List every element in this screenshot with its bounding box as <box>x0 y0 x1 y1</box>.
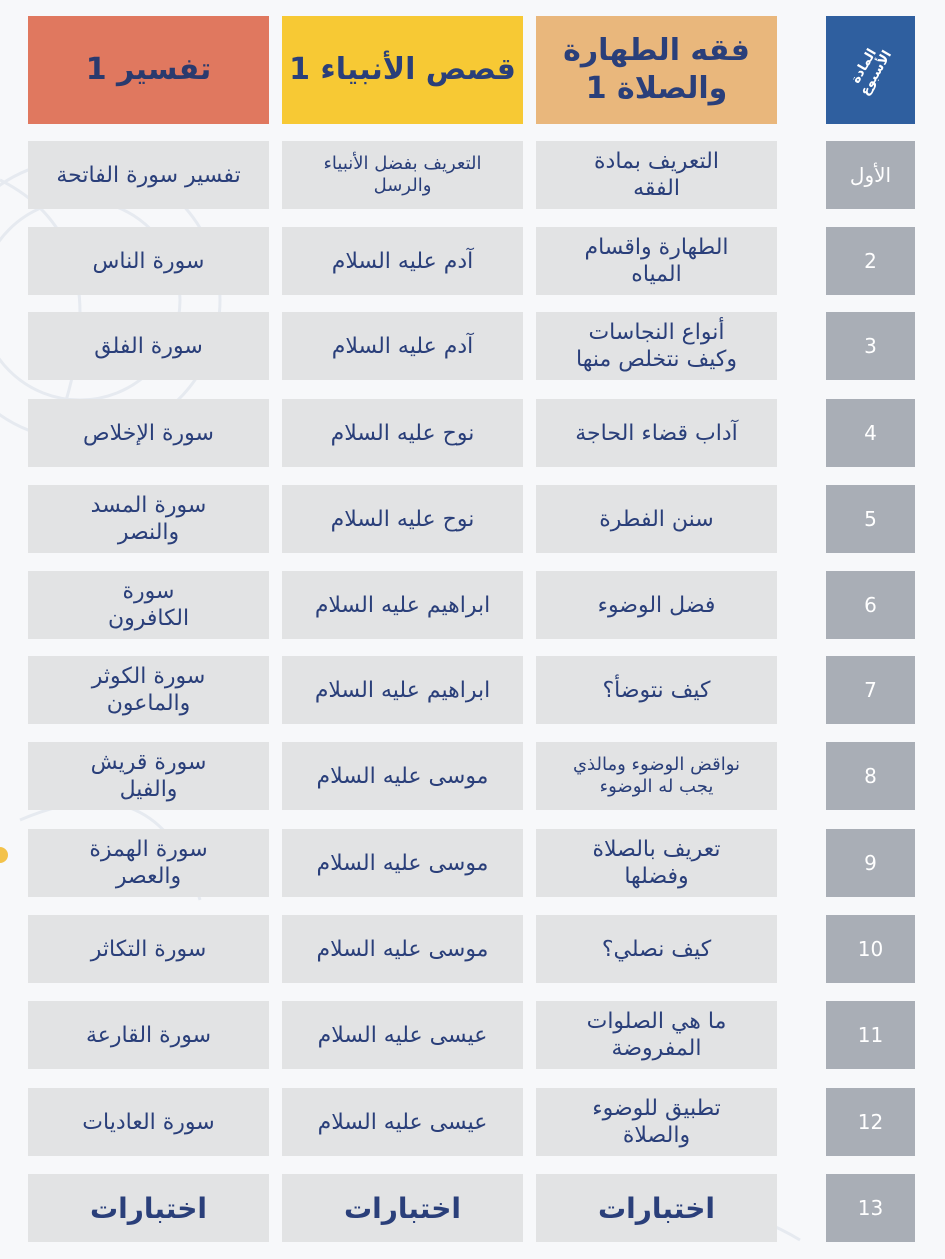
qasas-cell: التعريف بفضل الأنبياء والرسل <box>282 141 523 209</box>
tafsir-cell: سورة قريش والفيل <box>28 742 269 810</box>
week-cell: 2 <box>826 227 915 295</box>
qasas-cell: آدم عليه السلام <box>282 227 523 295</box>
fiqh-cell: أنواع النجاسات وكيف نتخلص منها <box>536 312 777 380</box>
week-cell: 11 <box>826 1001 915 1069</box>
tafsir-cell: سورة التكاثر <box>28 915 269 983</box>
week-cell: 13 <box>826 1174 915 1242</box>
tafsir-cell: سورة الإخلاص <box>28 399 269 467</box>
fiqh-cell: اختبارات <box>536 1174 777 1242</box>
week-cell: 7 <box>826 656 915 724</box>
qasas-cell: موسى عليه السلام <box>282 829 523 897</box>
fiqh-cell: كيف نصلي؟ <box>536 915 777 983</box>
qasas-cell: نوح عليه السلام <box>282 399 523 467</box>
fiqh-cell: نواقض الوضوء ومالذي يجب له الوضوء <box>536 742 777 810</box>
tafsir-cell: سورة الناس <box>28 227 269 295</box>
tafsir-cell: سورة الهمزة والعصر <box>28 829 269 897</box>
tafsir-cell: تفسير سورة الفاتحة <box>28 141 269 209</box>
header-tafsir: تفسير 1 <box>28 16 269 124</box>
fiqh-cell: الطهارة واقسام المياه <box>536 227 777 295</box>
week-cell: 3 <box>826 312 915 380</box>
qasas-cell: ابراهيم عليه السلام <box>282 656 523 724</box>
week-cell: 5 <box>826 485 915 553</box>
fiqh-cell: تعريف بالصلاة وفضلها <box>536 829 777 897</box>
fiqh-cell: ما هي الصلوات المفروضة <box>536 1001 777 1069</box>
qasas-cell: عيسى عليه السلام <box>282 1001 523 1069</box>
tafsir-cell: اختبارات <box>28 1174 269 1242</box>
fiqh-cell: فضل الوضوء <box>536 571 777 639</box>
fiqh-cell: التعريف بمادة الفقه <box>536 141 777 209</box>
tafsir-cell: سورة الفلق <box>28 312 269 380</box>
qasas-cell: آدم عليه السلام <box>282 312 523 380</box>
header-qasas: قصص الأنبياء 1 <box>282 16 523 124</box>
tafsir-cell: سورة الكافرون <box>28 571 269 639</box>
week-cell: 4 <box>826 399 915 467</box>
qasas-cell: ابراهيم عليه السلام <box>282 571 523 639</box>
week-cell: 10 <box>826 915 915 983</box>
fiqh-cell: آداب قضاء الحاجة <box>536 399 777 467</box>
week-cell: الأول <box>826 141 915 209</box>
fiqh-cell: تطبيق للوضوء والصلاة <box>536 1088 777 1156</box>
header-fiqh: فقه الطهارة والصلاة 1 <box>536 16 777 124</box>
tafsir-cell: سورة القارعة <box>28 1001 269 1069</box>
week-cell: 12 <box>826 1088 915 1156</box>
qasas-cell: موسى عليه السلام <box>282 742 523 810</box>
qasas-cell: موسى عليه السلام <box>282 915 523 983</box>
week-cell: 9 <box>826 829 915 897</box>
tafsir-cell: سورة الكوثر والماعون <box>28 656 269 724</box>
header-week-label: المادة الأسبوع <box>848 46 895 99</box>
fiqh-cell: سنن الفطرة <box>536 485 777 553</box>
qasas-cell: عيسى عليه السلام <box>282 1088 523 1156</box>
qasas-cell: نوح عليه السلام <box>282 485 523 553</box>
week-cell: 8 <box>826 742 915 810</box>
fiqh-cell: كيف نتوضأ؟ <box>536 656 777 724</box>
qasas-cell: اختبارات <box>282 1174 523 1242</box>
tafsir-cell: سورة العاديات <box>28 1088 269 1156</box>
week-cell: 6 <box>826 571 915 639</box>
tafsir-cell: سورة المسد والنصر <box>28 485 269 553</box>
header-week-subject <box>826 16 915 124</box>
